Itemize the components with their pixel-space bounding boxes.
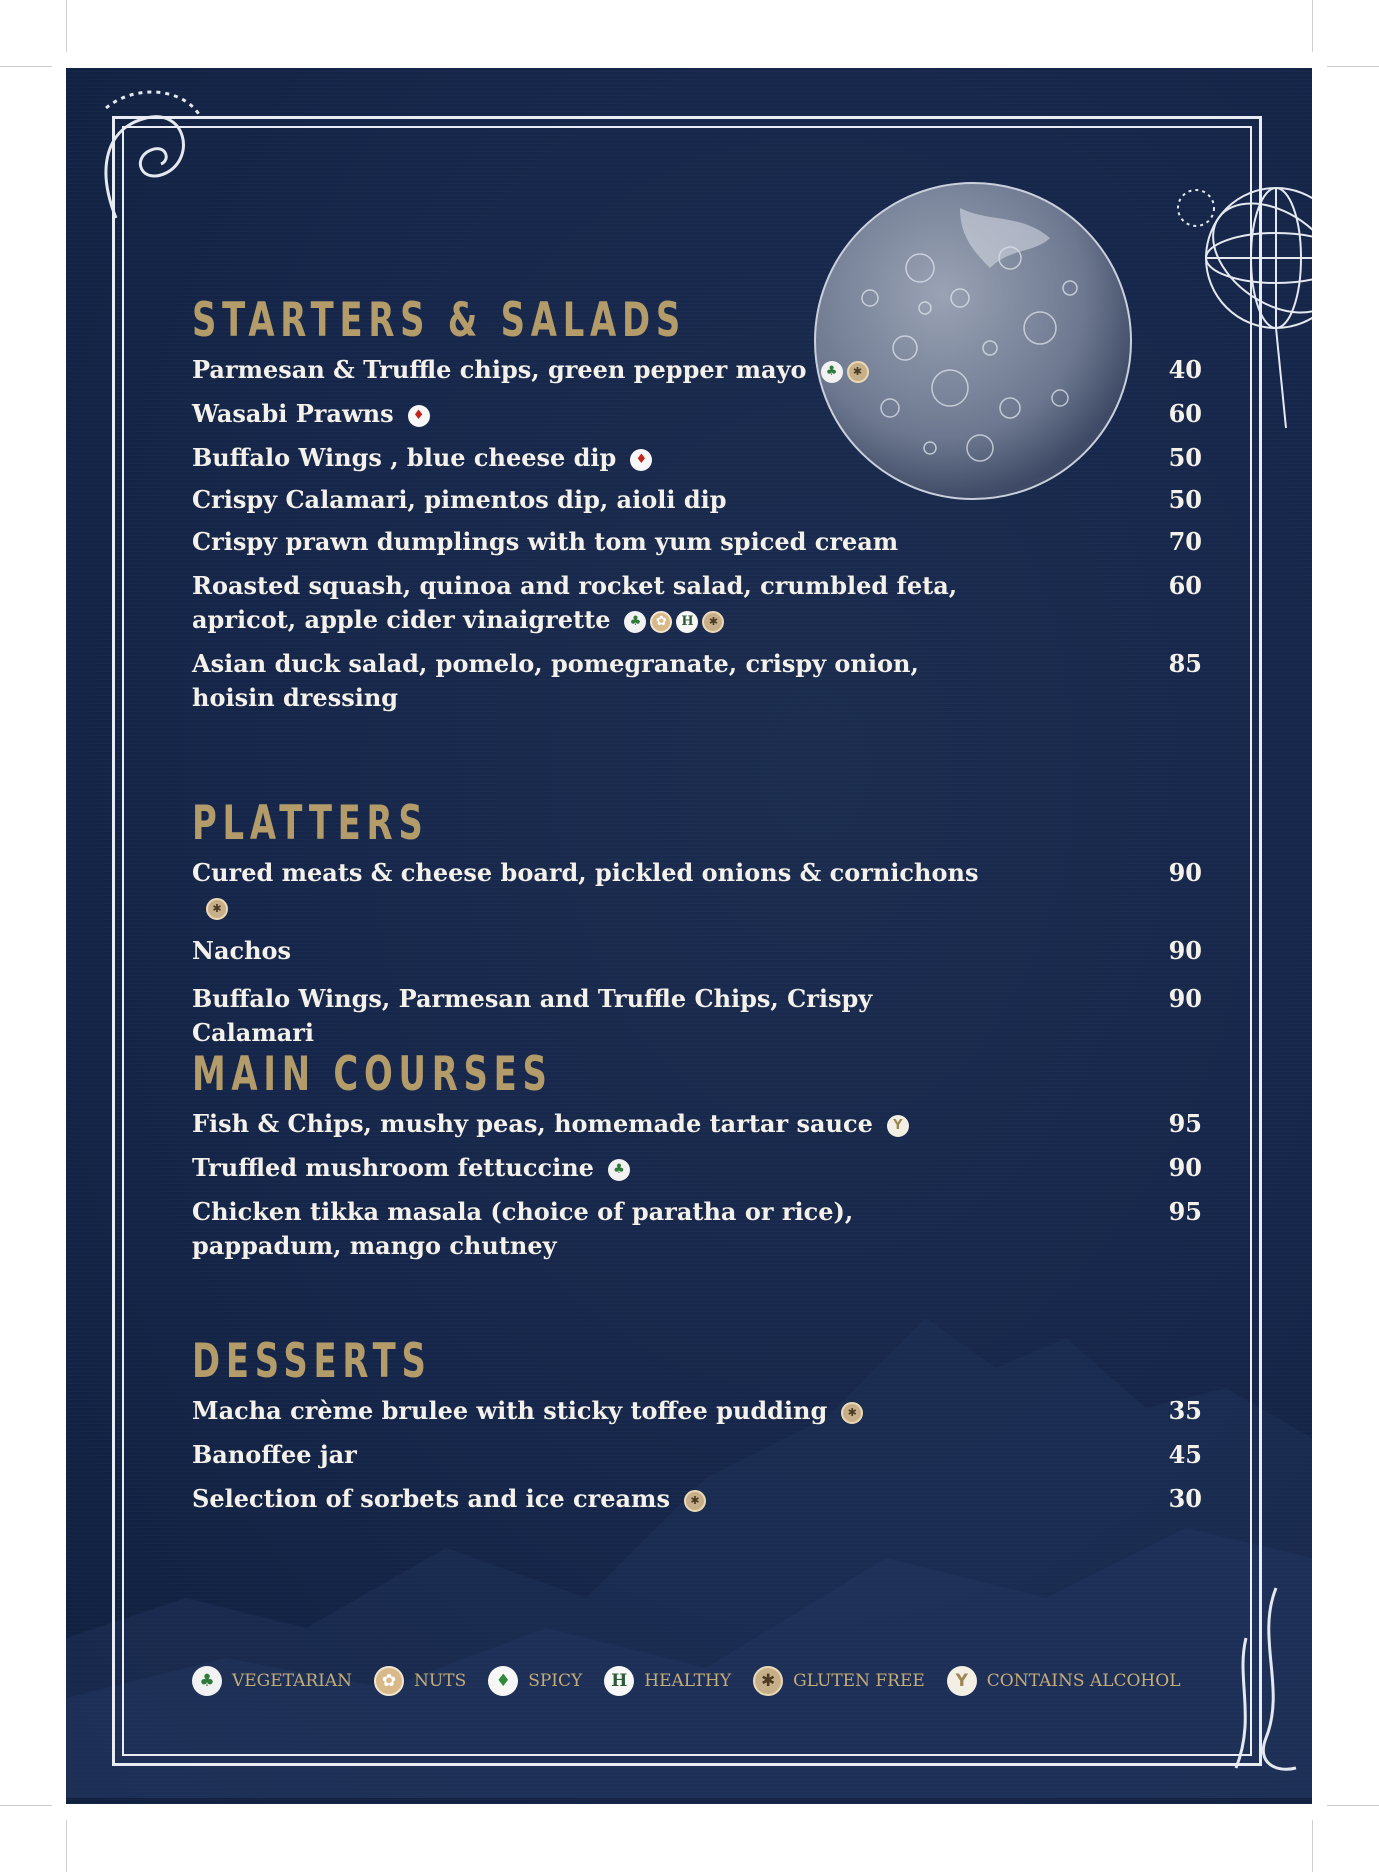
item-name: Buffalo Wings, Parmesan and Truffle Chips, Crispy Calamari <box>192 984 873 1047</box>
gluten-free-icon: ✱ <box>847 361 869 383</box>
menu-item <box>192 353 1202 387</box>
legend-label: SPICY <box>528 1671 583 1691</box>
alcohol-icon: Y <box>887 1115 909 1137</box>
item-name: Fish & Chips, mushy peas, homemade tartar sauce <box>192 1109 873 1138</box>
legend-item-gluten-free <box>753 1666 925 1696</box>
section-desserts <box>192 1334 1202 1516</box>
crop-mark <box>0 66 52 67</box>
item-name: Crispy Calamari, pimentos dip, aioli dip <box>192 485 727 514</box>
legend-item-spicy <box>488 1666 582 1696</box>
gluten-free-icon: ✱ <box>841 1402 863 1424</box>
healthy-icon: H <box>676 611 698 633</box>
item-name: Cured meats & cheese board, pickled onions & cornichons <box>192 858 979 887</box>
crop-mark <box>1327 66 1379 67</box>
item-price: 95 <box>1168 1109 1202 1138</box>
gluten-free-icon: ✱ <box>684 1490 706 1512</box>
item-price: 35 <box>1168 1396 1202 1425</box>
section-title: PLATTERS <box>192 796 429 851</box>
crop-mark <box>1312 0 1313 52</box>
item-name: Wasabi Prawns <box>192 399 394 428</box>
menu-item <box>192 1107 1202 1141</box>
menu-item <box>192 647 1202 715</box>
item-price: 45 <box>1168 1440 1202 1469</box>
crop-mark <box>1327 1805 1379 1806</box>
dietary-legend <box>192 1666 1212 1696</box>
item-name-line: hoisin dressing <box>192 683 399 712</box>
item-price: 90 <box>1168 984 1202 1013</box>
menu-item <box>192 1151 1202 1185</box>
item-price: 70 <box>1168 527 1202 556</box>
crop-mark <box>0 1805 52 1806</box>
menu-item <box>192 525 1202 559</box>
legend-label: CONTAINS ALCOHOL <box>986 1671 1181 1691</box>
crop-mark <box>66 1820 67 1872</box>
item-price: 60 <box>1168 571 1202 600</box>
section-platters <box>192 796 1202 1050</box>
nuts-icon: ✿ <box>374 1666 404 1696</box>
vegetarian-icon: ♣ <box>608 1159 630 1181</box>
item-name: Crispy prawn dumplings with tom yum spiced cream <box>192 527 899 556</box>
gluten-free-icon: ✱ <box>753 1666 783 1696</box>
item-name: Selection of sorbets and ice creams <box>192 1484 670 1513</box>
vegetarian-icon: ♣ <box>821 361 843 383</box>
menu-item <box>192 982 1202 1050</box>
menu-item <box>192 397 1202 431</box>
gluten-free-icon: ✱ <box>206 898 228 920</box>
item-price: 90 <box>1168 858 1202 887</box>
legend-label: GLUTEN FREE <box>793 1671 925 1691</box>
item-name-line: Asian duck salad, pomelo, pomegranate, crispy onion, <box>192 649 919 678</box>
item-name: Truffled mushroom fettuccine <box>192 1153 594 1182</box>
menu-item <box>192 1394 1202 1428</box>
menu-page <box>66 68 1312 1804</box>
menu-item <box>192 1482 1202 1516</box>
section-title: MAIN COURSES <box>192 1047 553 1102</box>
item-name-line: apricot, apple cider vinaigrette <box>192 605 611 634</box>
item-name: Parmesan & Truffle chips, green pepper mayo <box>192 355 807 384</box>
item-name: Banoffee jar <box>192 1440 357 1469</box>
item-price: 60 <box>1168 399 1202 428</box>
menu-item <box>192 856 1202 924</box>
item-name: Nachos <box>192 936 292 965</box>
menu-item <box>192 934 1202 968</box>
healthy-icon: H <box>604 1666 634 1696</box>
crop-mark <box>1312 1820 1313 1872</box>
item-name-line: Chicken tikka masala (choice of paratha or rice), <box>192 1197 854 1226</box>
menu-item <box>192 1438 1202 1472</box>
item-name: Macha crème brulee with sticky toffee pudding <box>192 1396 828 1425</box>
legend-label: NUTS <box>414 1671 467 1691</box>
section-starters-salads <box>192 293 1202 715</box>
section-title: DESSERTS <box>192 1334 432 1389</box>
nuts-icon: ✿ <box>650 611 672 633</box>
legend-item-alcohol <box>947 1666 1181 1696</box>
item-name-line: Roasted squash, quinoa and rocket salad, crumbled feta, <box>192 571 958 600</box>
item-price: 85 <box>1168 649 1202 678</box>
item-name: Buffalo Wings , blue cheese dip <box>192 443 617 472</box>
spicy-icon: ♦ <box>488 1666 518 1696</box>
gluten-free-icon: ✱ <box>702 611 724 633</box>
section-title: STARTERS & SALADS <box>192 293 686 348</box>
spicy-icon: ♦ <box>630 449 652 471</box>
legend-item-nuts <box>374 1666 466 1696</box>
item-price: 95 <box>1168 1197 1202 1226</box>
legend-item-healthy <box>604 1666 731 1696</box>
legend-label: VEGETARIAN <box>232 1671 353 1691</box>
spicy-icon: ♦ <box>408 405 430 427</box>
section-main-courses <box>192 1047 1202 1263</box>
crop-mark <box>66 0 67 52</box>
item-name-line: pappadum, mango chutney <box>192 1231 557 1260</box>
menu-item <box>192 1195 1202 1263</box>
vegetarian-icon: ♣ <box>192 1666 222 1696</box>
item-price: 90 <box>1168 1153 1202 1182</box>
legend-item-vegetarian <box>192 1666 352 1696</box>
legend-label: HEALTHY <box>644 1671 732 1691</box>
menu-item <box>192 441 1202 475</box>
menu-item <box>192 483 1202 517</box>
item-price: 90 <box>1168 936 1202 965</box>
alcohol-icon: Y <box>947 1666 977 1696</box>
item-price: 50 <box>1168 485 1202 514</box>
menu-item <box>192 569 1202 637</box>
item-price: 50 <box>1168 443 1202 472</box>
item-price: 30 <box>1168 1484 1202 1513</box>
vegetarian-icon: ♣ <box>624 611 646 633</box>
item-price: 40 <box>1168 355 1202 384</box>
